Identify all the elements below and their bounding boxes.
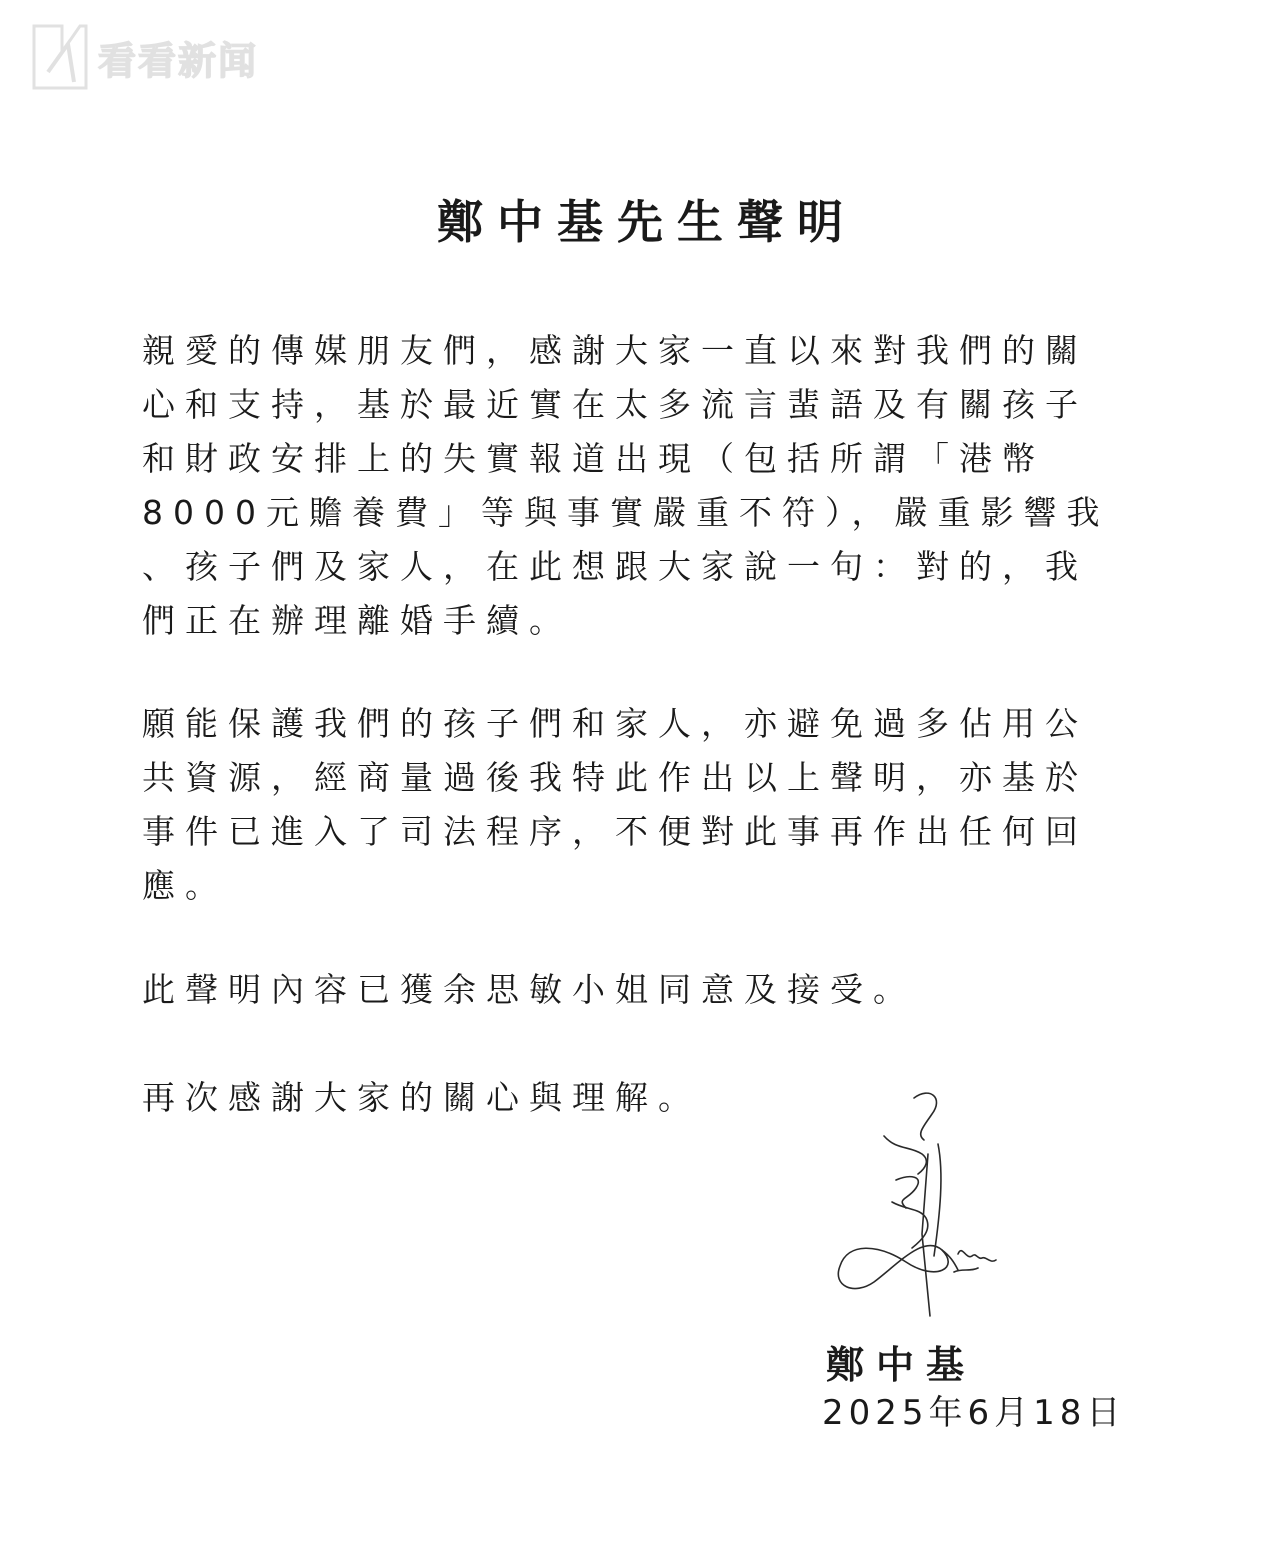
statement-date: 2025年6月18日	[822, 1393, 1126, 1433]
text-line: 親愛的傳媒朋友們，感謝大家一直以來對我們的關	[142, 331, 1088, 370]
paragraph-1	[142, 324, 1152, 648]
text-line: 此聲明內容已獲余思敏小姐同意及接受。	[142, 970, 916, 1009]
text-line: 共資源，經商量過後我特此作出以上聲明，亦基於	[142, 758, 1088, 797]
text-line: 和財政安排上的失實報道出現（包括所謂「港幣	[142, 439, 1045, 478]
watermark	[28, 22, 258, 92]
paragraph-3	[142, 963, 1152, 1017]
text-line: 再次感謝大家的關心與理解。	[142, 1078, 701, 1117]
text-line: 們正在辦理離婚手續。	[142, 601, 572, 640]
text-line: 願能保護我們的孩子們和家人，亦避免過多佔用公	[142, 704, 1088, 743]
text-line: 事件已進入了司法程序，不便對此事再作出任何回	[142, 812, 1088, 851]
signatory-name: 鄭中基	[826, 1342, 977, 1387]
text-line: 應。	[142, 866, 228, 905]
text-line: 8000元贍養費」等與事實嚴重不符），嚴重影響我	[142, 493, 1110, 532]
handwritten-signature	[826, 1084, 1006, 1324]
statement-title: 鄭中基先生聲明	[437, 195, 857, 249]
watermark-text: 看看新闻	[98, 38, 259, 83]
text-line: 、孩子們及家人，在此想跟大家說一句：對的，我	[142, 547, 1088, 586]
text-line: 心和支持，基於最近實在太多流言蜚語及有關孩子	[142, 385, 1088, 424]
paragraph-2	[142, 697, 1152, 913]
kankan-logo-icon	[28, 22, 88, 92]
